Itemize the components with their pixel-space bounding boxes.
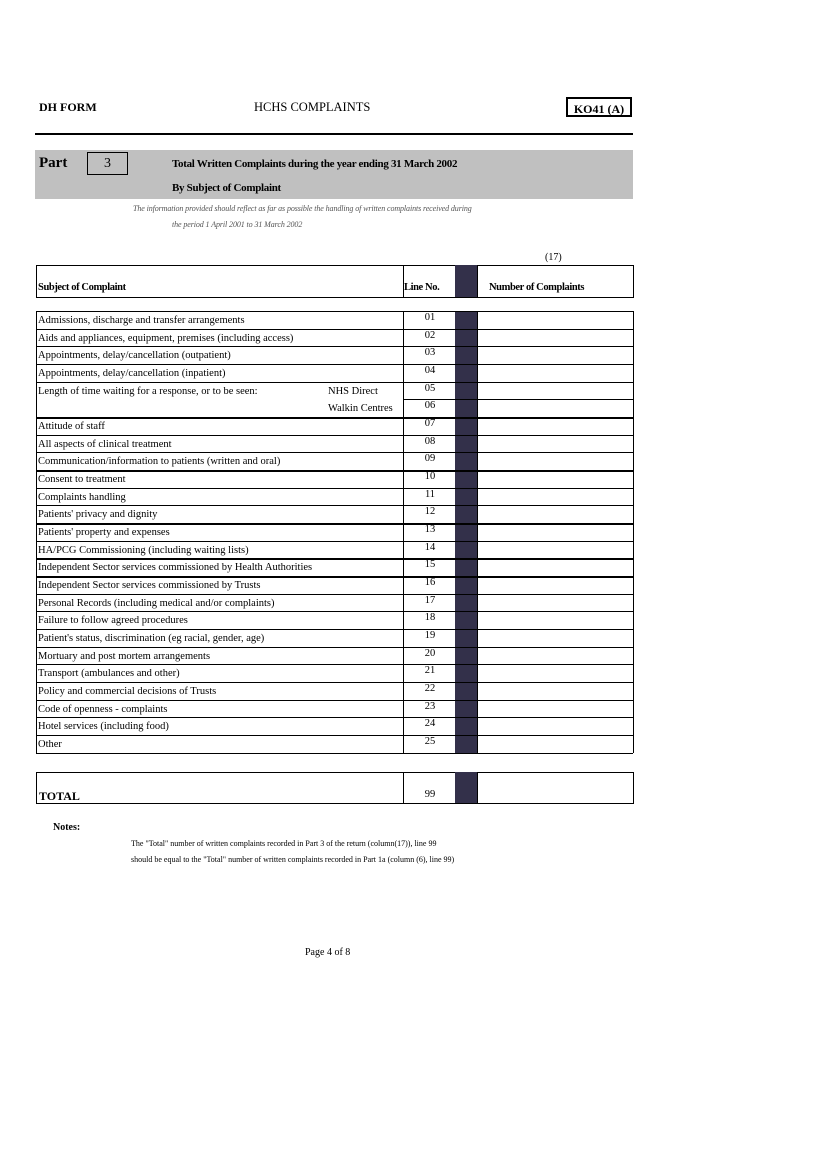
complaint-count-cell[interactable] [478, 346, 633, 362]
row-line-number: 19 [424, 630, 436, 641]
part-number-box: 3 [87, 152, 128, 175]
row-line-number: 04 [424, 365, 436, 376]
part-title: Total Written Complaints during the year ending 31 March 2002 [172, 158, 458, 170]
row-subject: Appointments, delay/cancellation (inpatient) [38, 368, 226, 379]
row-line-number: 05 [424, 383, 436, 394]
page-number: Page 4 of 8 [305, 947, 351, 958]
row-line-number: 15 [424, 559, 436, 570]
row-subject: Policy and commercial decisions of Trusts [38, 686, 217, 697]
total-line-number: 99 [424, 789, 436, 800]
row-line-number: 24 [424, 718, 436, 729]
complaint-count-cell[interactable] [478, 647, 633, 663]
row-subject: Code of openness - complaints [38, 704, 168, 715]
note-line-1: The "Total" number of written complaints recorded in Part 3 of the return (column(17)), line 99 [131, 839, 437, 848]
complaint-count-cell[interactable] [478, 682, 633, 698]
row-line-number: 17 [424, 595, 436, 606]
row-line-number: 22 [424, 683, 436, 694]
row-line-number: 25 [424, 736, 436, 747]
table-rule [36, 297, 633, 298]
row-subject: Attitude of staff [38, 421, 105, 432]
row-line-number: 11 [424, 489, 436, 500]
row-line-number: 06 [424, 400, 436, 411]
total-count-cell[interactable] [478, 773, 633, 803]
row-subject: Patients' property and expenses [38, 527, 170, 538]
row-subject: Consent to treatment [38, 474, 126, 485]
part-subtitle: By Subject of Complaint [172, 182, 281, 194]
row-line-number: 07 [424, 418, 436, 429]
notes-heading: Notes: [53, 822, 81, 833]
row-subject: Other [38, 739, 62, 750]
complaint-count-cell[interactable] [478, 629, 633, 645]
row-line-number: 01 [424, 312, 436, 323]
row-line-number: 20 [424, 648, 436, 659]
row-line-number: 02 [424, 330, 436, 341]
complaint-count-cell[interactable] [478, 735, 633, 751]
table-rule [36, 265, 633, 266]
table-rule [633, 265, 634, 298]
complaint-count-cell[interactable] [478, 364, 633, 380]
complaint-count-cell[interactable] [478, 594, 633, 610]
shaded-column [455, 772, 477, 803]
table-rule [633, 772, 634, 804]
row-line-number: 03 [424, 347, 436, 358]
row-line-number: 23 [424, 701, 436, 712]
shaded-column [455, 265, 477, 297]
row-subject: Mortuary and post mortem arrangements [38, 651, 211, 662]
row-subject: Length of time waiting for a response, or to be seen: [38, 386, 258, 397]
form-id-label: DH FORM [39, 100, 97, 114]
row-line-number: 09 [424, 453, 436, 464]
complaint-count-cell[interactable] [478, 417, 633, 433]
complaint-count-cell[interactable] [478, 664, 633, 680]
row-line-number: 14 [424, 542, 436, 553]
complaint-count-cell[interactable] [478, 382, 633, 398]
table-rule [36, 753, 633, 754]
header-rule [35, 133, 633, 135]
row-line-number: 16 [424, 577, 436, 588]
complaint-count-cell[interactable] [478, 700, 633, 716]
row-subject: Independent Sector services commissioned by Trusts [38, 580, 261, 591]
complaint-count-cell[interactable] [478, 470, 633, 486]
row-line-number: 13 [424, 524, 436, 535]
table-rule [36, 265, 37, 297]
table-rule [477, 265, 478, 297]
complaint-count-cell[interactable] [478, 523, 633, 539]
complaint-count-cell[interactable] [478, 576, 633, 592]
row-subject: Complaints handling [38, 492, 126, 503]
complaint-count-cell[interactable] [478, 505, 633, 521]
form-code-box: KO41 (A) [566, 97, 632, 117]
row-subject: Admissions, discharge and transfer arrangements [38, 315, 245, 326]
complaint-count-cell[interactable] [478, 311, 633, 327]
row-subject: HA/PCG Commissioning (including waiting lists) [38, 545, 249, 556]
row-subject: Aids and appliances, equipment, premises (including access) [38, 333, 294, 344]
row-subject: Patients' privacy and dignity [38, 509, 158, 520]
row-subject: All aspects of clinical treatment [38, 439, 172, 450]
row-subject: Communication/information to patients (written and oral) [38, 456, 281, 467]
complaint-count-cell[interactable] [478, 558, 633, 574]
complaint-count-cell[interactable] [478, 435, 633, 451]
part-label: Part [39, 155, 68, 171]
row-subject: Appointments, delay/cancellation (outpatient) [38, 350, 231, 361]
info-line-2: the period 1 April 2001 to 31 March 2002 [172, 220, 303, 229]
table-rule [36, 311, 37, 753]
table-rule [36, 803, 633, 804]
row-subcategory: Walkin Centres [328, 403, 393, 414]
shaded-column [455, 311, 477, 753]
row-line-number: 12 [424, 506, 436, 517]
complaint-count-cell[interactable] [478, 488, 633, 504]
row-subcategory: NHS Direct [328, 386, 378, 397]
header-number-of-complaints: Number of Complaints [489, 282, 585, 293]
row-subject: Failure to follow agreed procedures [38, 615, 188, 626]
complaint-count-cell[interactable] [478, 541, 633, 557]
row-line-number: 10 [424, 471, 436, 482]
total-label: TOTAL [39, 789, 80, 803]
complaint-count-cell[interactable] [478, 399, 633, 415]
info-line-1: The information provided should reflect as far as possible the handling of written complaints received during [133, 204, 472, 213]
row-subject: Independent Sector services commissioned by Health Authorities [38, 562, 313, 573]
table-rule [633, 311, 634, 753]
complaint-count-cell[interactable] [478, 329, 633, 345]
complaint-count-cell[interactable] [478, 611, 633, 627]
complaint-count-cell[interactable] [478, 452, 633, 468]
document-title: HCHS COMPLAINTS [254, 100, 371, 114]
header-subject: Subject of Complaint [38, 282, 126, 293]
row-subject: Patient's status, discrimination (eg racial, gender, age) [38, 633, 265, 644]
header-line-no: Line No. [404, 282, 440, 293]
row-line-number: 21 [424, 665, 436, 676]
column-number: (17) [545, 252, 562, 263]
row-subject: Transport (ambulances and other) [38, 668, 180, 679]
complaint-count-cell[interactable] [478, 717, 633, 733]
note-line-2: should be equal to the "Total" number of written complaints recorded in Part 1a (column (6), line 99) [131, 855, 455, 864]
row-subject: Hotel services (including food) [38, 721, 169, 732]
row-line-number: 18 [424, 612, 436, 623]
row-line-number: 08 [424, 436, 436, 447]
row-subject: Personal Records (including medical and/or complaints) [38, 598, 275, 609]
table-rule [36, 772, 37, 803]
